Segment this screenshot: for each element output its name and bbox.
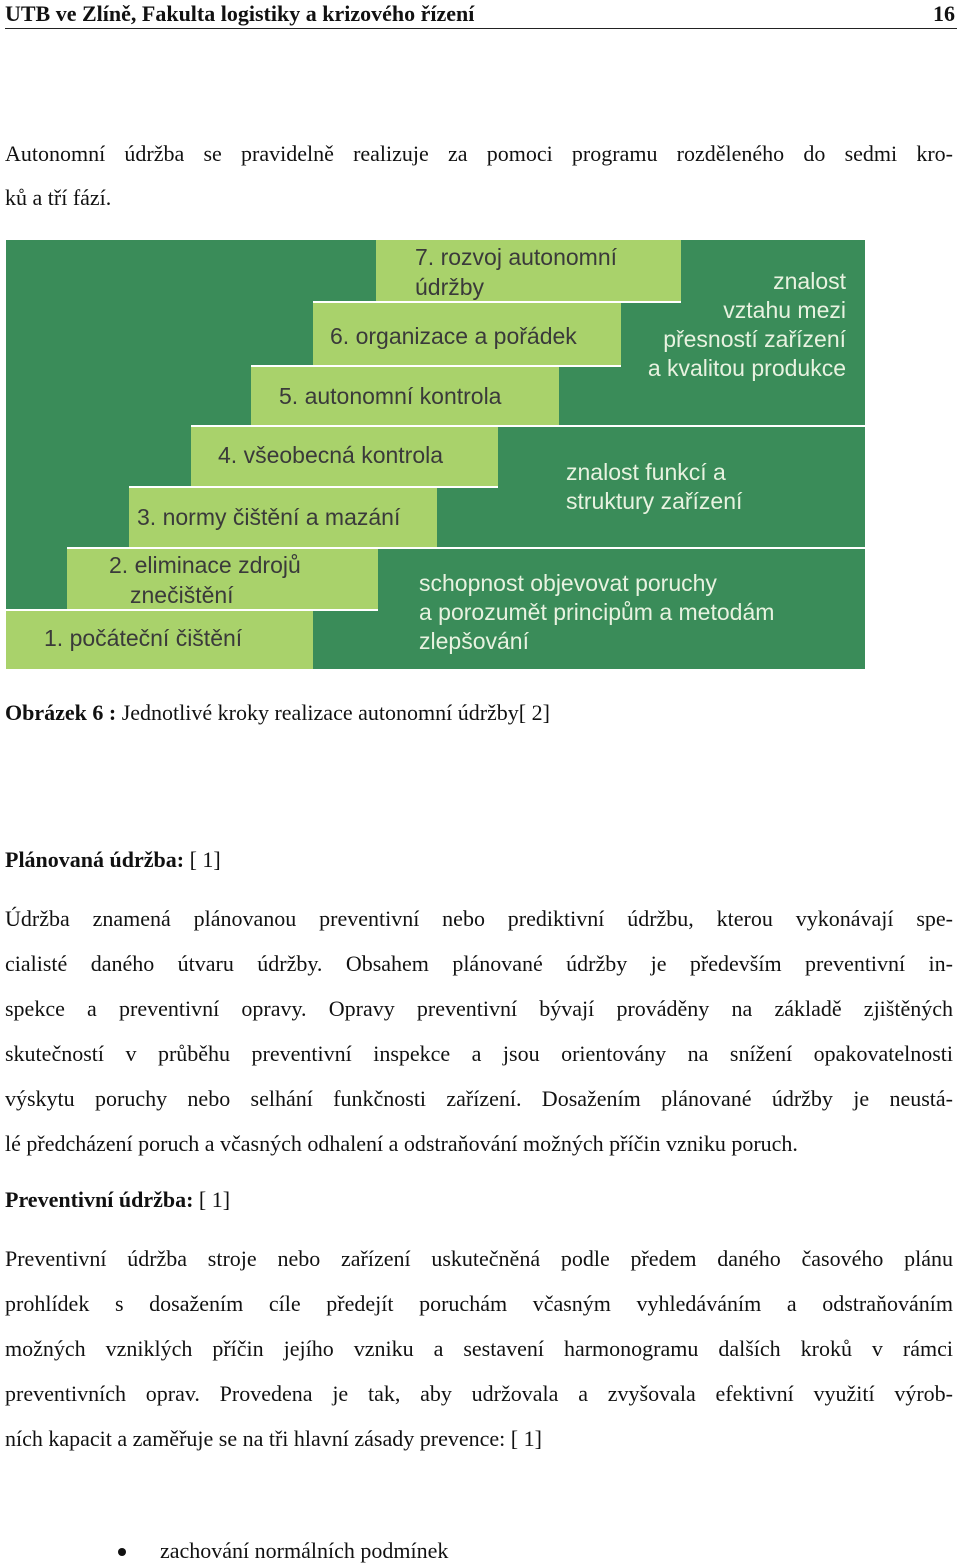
step-3-label: 3. normy čištění a mazání	[137, 504, 401, 530]
text-line: Preventivní údržba stroje nebo zařízení uskutečněná podle předem daného časového plánu	[5, 1246, 953, 1271]
autonomous-maintenance-diagram	[6, 240, 866, 670]
text-line: ků a tří fází.	[5, 185, 112, 210]
phase-2-label-line1: znalost funkcí a	[566, 459, 726, 485]
caption-text: Jednotlivé kroky realizace autonomní údržby[ 2]	[116, 700, 550, 725]
text-line: preventivních oprav. Provedena je tak, aby udržovala a zvyšovala efektivní využití výrob-	[5, 1381, 953, 1406]
step-6-label: 6. organizace a pořádek	[330, 323, 577, 349]
step-7-label-line2: údržby	[415, 274, 485, 300]
section-heading-planned	[5, 847, 221, 873]
step-5-label: 5. autonomní kontrola	[279, 383, 502, 409]
phase-1-label-line2: a porozumět principům a metodám	[419, 599, 775, 625]
text-line: ních kapacit a zaměřuje se na tři hlavní zásady prevence: [ 1]	[5, 1426, 542, 1451]
page-header	[5, 0, 957, 29]
text-line: spekce a preventivní opravy. Opravy preventivní bývají prováděny na základě zjištěných	[5, 996, 953, 1021]
phase-3-label-line3: přesností zařízení	[663, 326, 846, 352]
phase-1-label-line1: schopnost objevovat poruchy	[419, 570, 717, 596]
page-number: 16	[933, 1, 955, 26]
text-line: možných vzniklých příčin jejího vzniku a sestavení harmonogramu dalších kroků v rámci	[5, 1336, 953, 1361]
bullet-text: zachování normálních podmínek	[160, 1538, 449, 1563]
heading-text: Plánovaná údržba:	[5, 847, 185, 872]
text-line: lé předcházení poruch a včasných odhalení a odstraňování možných příčin vzniku poruch.	[5, 1131, 798, 1156]
heading-text: Preventivní údržba:	[5, 1187, 194, 1212]
preventive-paragraph	[5, 1236, 953, 1461]
step-1-label: 1. počáteční čištění	[44, 625, 243, 651]
text-line: výskytu poruchy nebo selhání funkčnosti zařízení. Dosažením plánované údržby je neustá-	[5, 1086, 953, 1111]
phase-3-label-line2: vztahu mezi	[723, 297, 846, 323]
section-heading-preventive	[5, 1187, 230, 1213]
caption-label: Obrázek 6 :	[5, 700, 117, 725]
phase-3-label-line4: a kvalitou produkce	[647, 355, 846, 381]
heading-ref: [ 1]	[184, 847, 221, 872]
text-line: skutečností v průběhu preventivní inspekce a jsou orientovány na snížení opakovatelnosti	[5, 1041, 953, 1066]
phase-3-label-line1: znalost	[773, 268, 846, 294]
text-line: Údržba znamená plánovanou preventivní nebo prediktivní údržbu, kterou vykonávají spe-	[5, 906, 953, 931]
step-2-label-line2: znečištění	[130, 582, 234, 608]
intro-paragraph	[5, 131, 953, 220]
step-4-label: 4. všeobecná kontrola	[218, 442, 444, 468]
planned-paragraph	[5, 896, 953, 1166]
bullet-icon	[118, 1548, 126, 1556]
header-title: UTB ve Zlíně, Fakulta logistiky a krizového řízení	[5, 1, 475, 26]
figure-caption	[5, 700, 550, 726]
text-line: cialisté daného útvaru údržby. Obsahem plánované údržby je především preventivní in-	[5, 951, 953, 976]
text-line: Autonomní údržba se pravidelně realizuje za pomoci programu rozděleného do sedmi kro-	[5, 141, 953, 166]
phase-2-label-line2: struktury zařízení	[566, 488, 743, 514]
text-line: prohlídek s dosažením cíle předejít poruchám včasným vyhledáváním a odstraňováním	[5, 1291, 953, 1316]
step-7-label: 7. rozvoj autonomní	[415, 244, 618, 270]
heading-ref: [ 1]	[193, 1187, 231, 1212]
step-2-label: 2. eliminace zdrojů	[109, 552, 301, 578]
phase-1-label-line3: zlepšování	[419, 628, 529, 654]
